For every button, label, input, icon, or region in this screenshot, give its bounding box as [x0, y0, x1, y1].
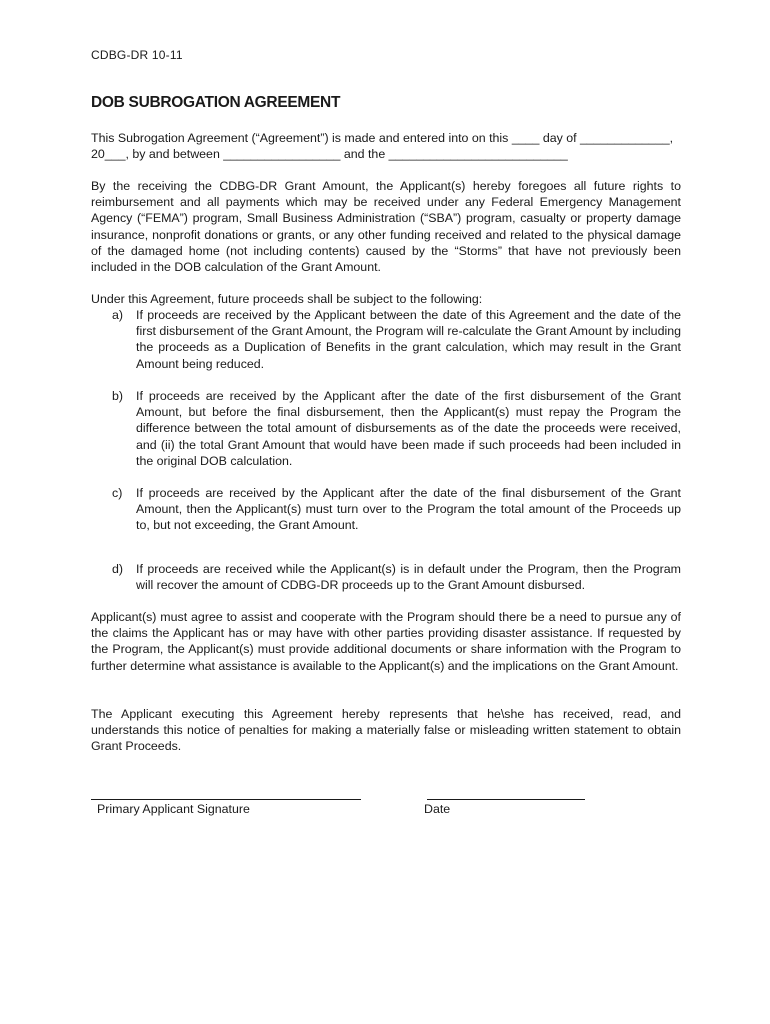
date-label: Date [424, 802, 451, 816]
list-item [112, 307, 681, 372]
list-item [112, 561, 681, 593]
representation-paragraph: The Applicant executing this Agreement hereby represents that he\she has received, read, and understands this notice of penalties for making a materially false or misleading written statement to obtain Grant Proceeds. [91, 707, 681, 754]
primary-signature-line[interactable] [91, 799, 361, 800]
list-item-text: If proceeds are received by the Applicant after the date of the first disbursement of the Grant Amount, but before the final disbursement, then the Applicant(s) must repay the Program the difference between the total amount of disbursements as of the date the proceeds were received, and (ii) the total Grant Amount that would have been made if such proceeds had been included in the original DOB calculation. [136, 389, 681, 468]
list-marker: d) [112, 562, 124, 576]
intro-paragraph: This Subrogation Agreement (“Agreement”) is made and entered into on this ____ day of _____________, 20___, by and between _________________ and the __________________________ [91, 131, 674, 162]
date-signature-line[interactable] [427, 799, 585, 800]
primary-signature-label: Primary Applicant Signature [97, 802, 250, 816]
conditions-lead-in: Under this Agreement, future proceeds shall be subject to the following: [91, 292, 483, 306]
list-marker: c) [112, 486, 123, 500]
rights-paragraph: By the receiving the CDBG-DR Grant Amount, the Applicant(s) hereby foregoes all future rights to reimbursement and all payments which may be received under any Federal Emergency Management Agency (“FEMA”) program, Small Business Administration (“SBA”) program, casualty or property damage insurance, nonprofit donations or grants, or any other funding received and related to the physical damage of the damaged home (not including contents) caused by the “Storms” that have not previously been included in the DOB calculation of the Grant Amount. [91, 179, 681, 275]
form-code: CDBG-DR 10-11 [91, 48, 183, 62]
list-item-text: If proceeds are received by the Applicant after the date of the final disbursement of the Grant Amount, then the Applicant(s) must turn over to the Program the total amount of the Proceeds up to, but not exceeding, the Grant Amount. [136, 486, 681, 533]
page-title: DOB SUBROGATION AGREEMENT [91, 94, 341, 111]
cooperation-paragraph: Applicant(s) must agree to assist and cooperate with the Program should there be a need to pursue any of the claims the Applicant has or may have with other parties providing disaster assistance. If requested by the Program, the Applicant(s) must provide additional documents or share information with the Program to further determine what assistance is available to the Applicant(s) and the implications on the Grant Amount. [91, 610, 681, 673]
list-item-text: If proceeds are received while the Applicant(s) is in default under the Program, then the Program will recover the amount of CDBG-DR proceeds up to the Grant Amount disbursed. [136, 562, 681, 593]
list-marker: b) [112, 389, 124, 403]
list-item-text: If proceeds are received by the Applicant between the date of this Agreement and the date of the first disbursement of the Grant Amount, the Program will re-calculate the Grant Amount by including the proceeds as a Duplication of Benefits in the grant calculation, which may result in the Grant Amount being reduced. [136, 308, 681, 371]
list-item [112, 388, 681, 469]
list-item [112, 485, 681, 534]
list-marker: a) [112, 308, 124, 322]
